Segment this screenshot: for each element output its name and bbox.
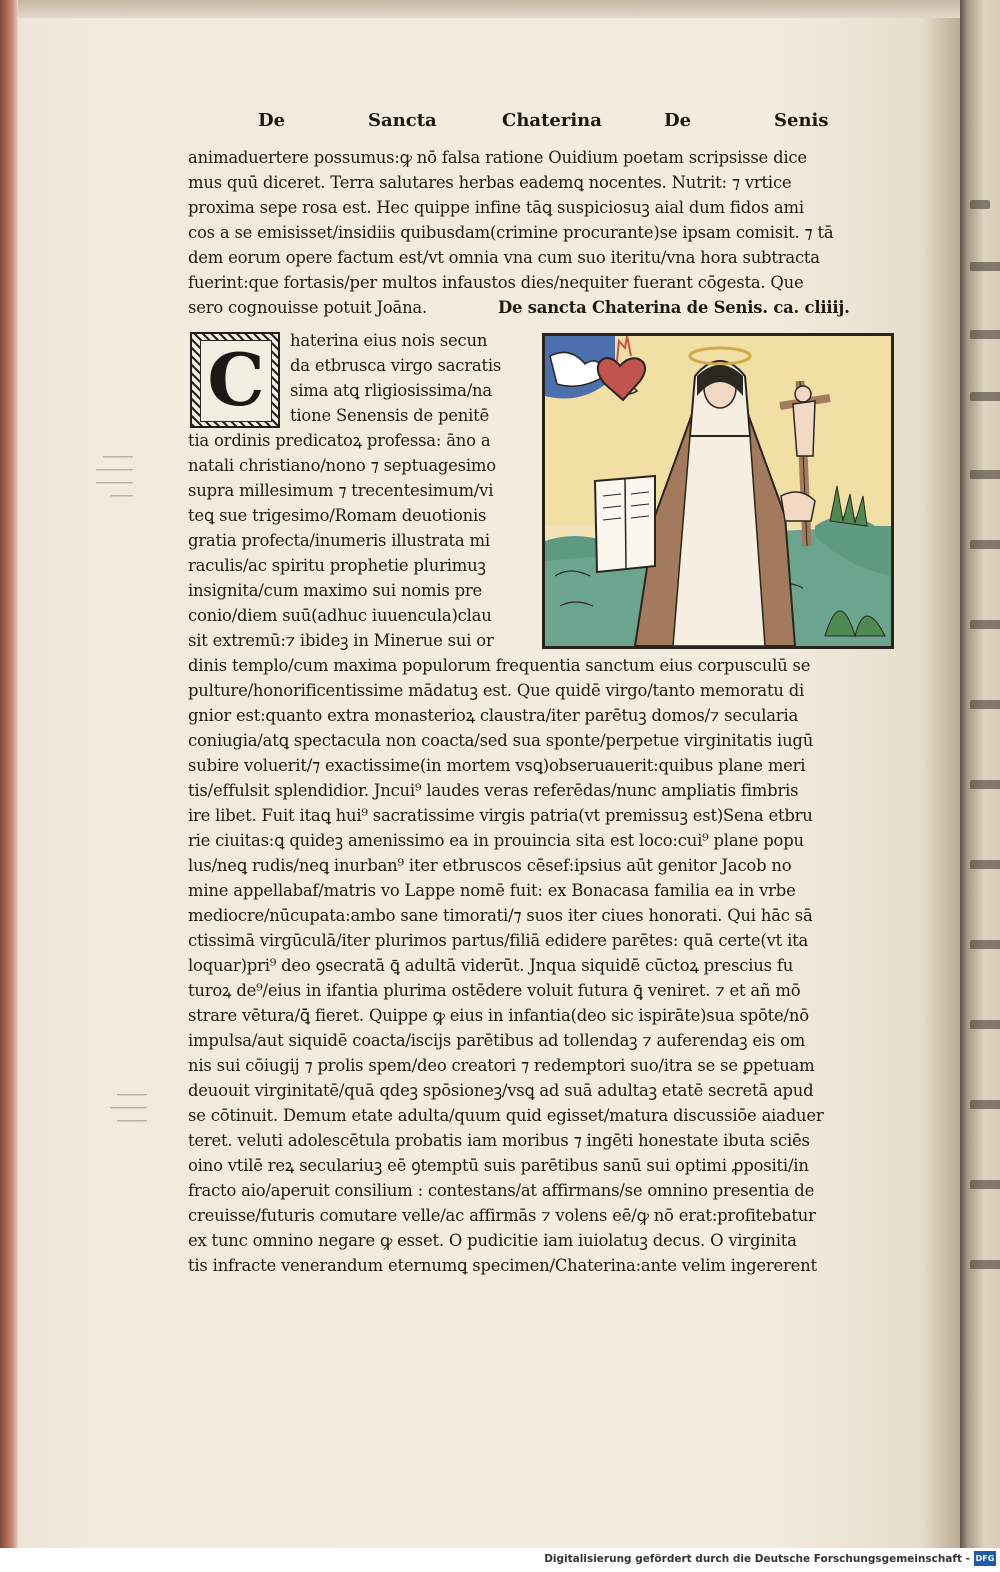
text-line: supra millesimum ⁊ trecentesimum/vi [188, 481, 494, 500]
text-line: strare vētura/ꝗ̄ fieret. Quippe ꝙ eius in infantia(deo sic ispirāte)sua spōte/nō [188, 1006, 809, 1025]
facing-text-fragment [970, 620, 1000, 629]
dfg-logo: DFG [974, 1551, 996, 1566]
header-word: De [664, 110, 692, 131]
text-line: subire voluerit/⁊ exactissime(in mortem vsꝗ)obseruauerit:quibus plane meri [188, 756, 806, 775]
text-line: sit extremū:⁊ ibideꝫ in Minerue sui or [188, 631, 494, 650]
chapter-heading: De sancta Chaterina de Senis. ca. cliiij. [498, 298, 850, 317]
facing-text-fragment [970, 540, 1000, 549]
header-word: Chaterina [502, 110, 602, 131]
decorated-initial [190, 332, 280, 428]
text-line: se cōtinuit. Demum etate adulta/quum quid egisset/matura discussiōe aiaduer [188, 1106, 824, 1125]
text-line: ire libet. Fuit itaꝗ hui⁹ sacratissime virgis patria(vt premissuꝫ est)Sena etbru [188, 806, 813, 825]
running-header [258, 110, 838, 140]
facing-text-fragment [970, 200, 990, 209]
text-line: ctissimā virgūculā/iter plurimos partus/filiā edidere parētes: quā certe(vt ita [188, 931, 809, 950]
text-line: lus/neꝗ rudis/neꝗ inurban⁹ iter etbruscos cēsef:ipsius aūt genitor Jacob no [188, 856, 792, 875]
text-line: sima atꝗ rligiosissima/na [290, 381, 492, 400]
text-line: fuerint:que fortasis/per multos infaustos dies/nequiter fuerant cōgesta. Que [188, 273, 804, 292]
text-line: tione Senensis de penitē [290, 406, 490, 425]
facing-text-fragment [970, 1260, 1000, 1269]
text-line: oino vtilē reꝝ seculariuꝫ eē ꝯtemptū suis parētibus sanū sui optimi ꝓpositi/in [188, 1156, 809, 1175]
text-line: mus quū diceret. Terra salutares herbas eademꝗ nocentes. Nutrit: ⁊ vrtice [188, 173, 792, 192]
facing-text-fragment [970, 262, 1000, 271]
woodcut-illustration [545, 336, 891, 646]
text-line: turoꝝ de⁹/eius in ifantia plurima ostēdere voluit futura ꝗ̄ veniret. ⁊ et añ mō [188, 981, 801, 1000]
header-word: Sancta [368, 110, 437, 131]
text-line: sero cognouisse potuit Joāna. [188, 298, 428, 317]
text-line: da etbrusca virgo sacratis [290, 356, 502, 375]
facing-page-strip [960, 0, 1000, 1572]
text-line: nis sui cōiugij ⁊ prolis spem/deo creatori ⁊ redemptori suo/itra se se ꝑpetuam [188, 1056, 815, 1075]
text-line: rie ciuitas:ꝗ quideꝫ amenissimo ea in prouincia sita est loco:cui⁹ plane popu [188, 831, 804, 850]
text-line: insignita/cum maximo sui nomis pre [188, 581, 483, 600]
facing-text-fragment [970, 700, 1000, 709]
text-line: haterina eius nois secun [290, 331, 488, 350]
facing-text-fragment [970, 860, 1000, 869]
facing-text-fragment [970, 1100, 1000, 1109]
header-word: De [258, 110, 286, 131]
facing-text-fragment [970, 470, 1000, 479]
initial-letter: C [200, 340, 272, 422]
funding-credit: Digitalisierung gefördert durch die Deutsche Forschungsgemeinschaft - [544, 1553, 970, 1565]
text-line: impulsa/aut siquidē coacta/iscijs parētibus ad tollendaꝫ ⁊ auferendaꝫ eis om [188, 1031, 806, 1050]
text-line: natali christiano/nono ⁊ septuagesimo [188, 456, 496, 475]
page-red-edge [0, 0, 18, 1572]
text-line: tia ordinis predicatoꝝ professa: āno a [188, 431, 491, 450]
facing-text-fragment [970, 780, 1000, 789]
text-line: teret. veluti adolescētula probatis iam moribus ⁊ ingēti honestate ibuta sciēs [188, 1131, 810, 1150]
text-line: ex tunc omnino negare ꝙ esset. O pudicitie iam iuiolatuꝫ decus. O virginita [188, 1231, 797, 1250]
facing-text-fragment [970, 940, 1000, 949]
text-line: loquar)pri⁹ deo ꝯsecratā ꝗ̄ adultā viderūt. Jnqua siquidē cūctoꝝ prescius fu [188, 956, 794, 975]
faint-margin-note: ▁▁▁▁ ▁▁▁▁▁ ▁▁▁▁ [110, 1085, 147, 1122]
text-line: deuouit virginitatē/quā qdeꝫ spōsioneꝫ/vsꝗ ad suā adultaꝫ etatē secretā apud [188, 1081, 814, 1100]
facing-text-fragment [970, 392, 1000, 401]
faint-margin-note: ▁▁▁▁ ▁▁▁▁▁ ▁▁▁▁▁ ▁▁▁ [96, 447, 133, 497]
text-line: dinis templo/cum maxima populorum frequentia sanctum eius corpusculū se [188, 656, 811, 675]
text-line: proxima sepe rosa est. Hec quippe infine tāꝗ suspiciosuꝫ aial dum fidos ami [188, 198, 804, 217]
text-line: animaduertere possumus:ꝙ nō falsa ratione Ouidium poetam scripsisse dice [188, 148, 807, 167]
text-line: conio/diem suū(adhuc iuuencula)clau [188, 606, 492, 625]
facing-text-fragment [970, 1020, 1000, 1029]
header-word: Senis [774, 110, 829, 131]
text-line: tis/effulsit splendidior. Jncui⁹ laudes veras referēdas/nunc ampliatis fimbris [188, 781, 799, 800]
text-line: coniugia/atꝗ spectacula non coacta/sed sua sponte/perpetue virginitatis iugū [188, 731, 814, 750]
text-line: dem eorum opere factum est/vt omnia vna cum suo iteritu/vna hora subtracta [188, 248, 820, 267]
text-line: gratia profecta/inumeris illustrata mi [188, 531, 490, 550]
facing-text-fragment [970, 330, 1000, 339]
text-line: pulture/honorificentissime mādatuꝫ est. Que quidē virgo/tanto memoratu di [188, 681, 805, 700]
text-line: cos a se emisisset/insidiis quibusdam(crimine procurante)se ipsam comisit. ⁊ tā [188, 223, 834, 242]
text-line: gnior est:quanto extra monasterioꝝ claustra/iter parētuꝫ domos/⁊ secularia [188, 706, 799, 725]
saint-catherine-woodcut [542, 333, 894, 649]
text-line: tis infracte venerandum eternumꝗ specimen/Chaterina:ante velim ingererent [188, 1256, 817, 1275]
facing-text-fragment [970, 1180, 1000, 1189]
text-line: teꝗ sue trigesimo/Romam deuotionis [188, 506, 487, 525]
text-line: mine appellabaf/matris vo Lappe nomē fuit: ex Bonacasa familia ea in vrbe [188, 881, 796, 900]
text-line: mediocre/nūcupata:ambo sane timorati/⁊ suos iter ciues honorati. Qui hāc sā [188, 906, 813, 925]
text-line: fracto aio/aperuit consilium : contestans/at affirmans/se omnino presentia de [188, 1181, 815, 1200]
text-line: raculis/ac spiritu prophetie plurimuꝫ [188, 556, 486, 575]
text-line: creuisse/futuris comutare velle/ac affirmās ⁊ volens eē/ꝙ nō erat:profitebatur [188, 1206, 816, 1225]
